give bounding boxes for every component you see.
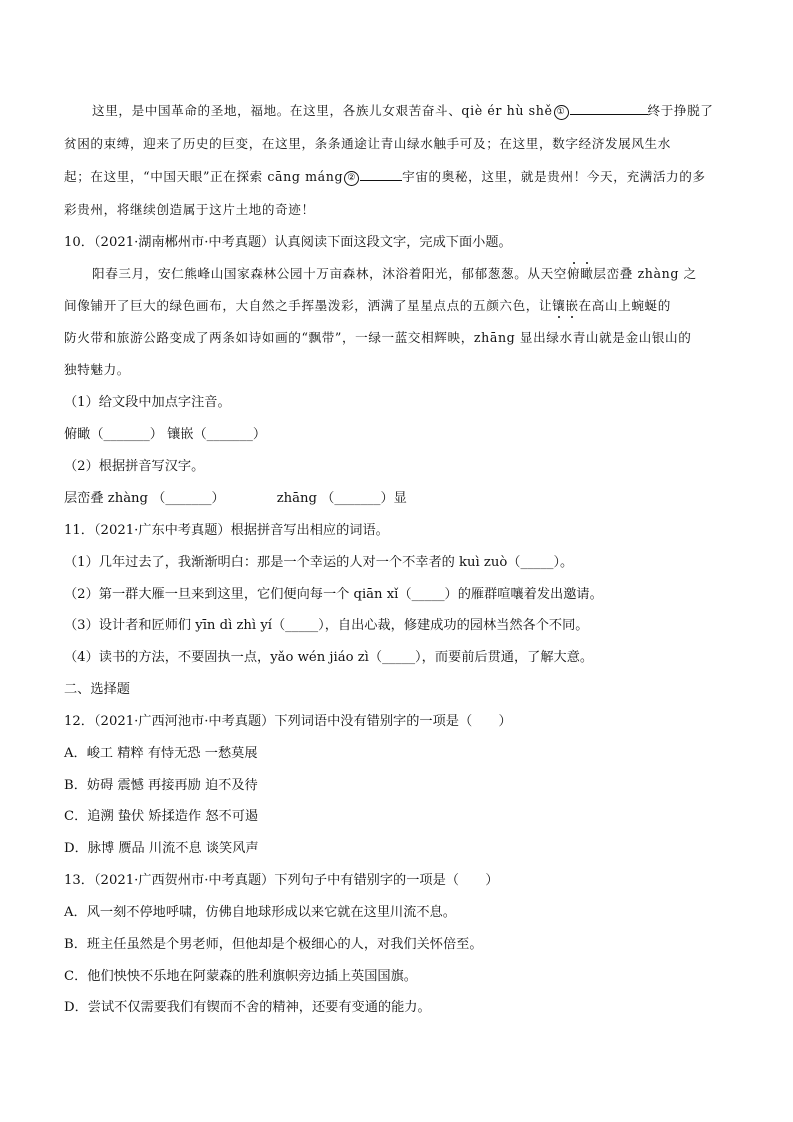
question-11-heading: 11．（2021·广东中考真题）根据拼音写出相应的词语。 [64, 523, 389, 538]
question-item[interactable]: （4）读书的方法，不要固执一点，yǎo wén jiáo zì（_____），而要前后贯通，了解大意。 [64, 650, 594, 665]
option-b[interactable]: B．妨碍 震憾 再接再励 迫不及待 [64, 778, 258, 793]
option-c[interactable]: C．追溯 蛰伏 矫揉造作 怒不可遏 [64, 809, 259, 824]
passage-line [64, 297, 671, 315]
answer-line[interactable] [64, 490, 407, 508]
passage-text: 间像铺开了巨大的绿色画布，大自然之手挥墨泼彩，洒满了星星点点的五颜六色，让 [64, 298, 553, 313]
answer-text: zhāng （_______）显 [276, 491, 407, 506]
passage-line [64, 329, 691, 347]
passage-text: 阳春三月，安仁熊峰山国家森林公园十万亩森林，沐浴着阳光，郁郁葱葱。从天空 [92, 266, 567, 281]
passage-line [64, 361, 130, 379]
passage-text: 起；在这里，“中国天眼”正在探索 cāng máng [64, 169, 344, 184]
option-d[interactable]: D．脉博 赝品 川流不息 谈笑风声 [64, 841, 259, 856]
passage-line [64, 135, 671, 153]
question-10-heading: 10．（2021·湖南郴州市·中考真题）认真阅读下面这段文字，完成下面小题。 [64, 235, 512, 250]
passage-line [92, 265, 697, 283]
option-a[interactable]: A．风一刻不停地呼啸，仿佛自地球形成以来它就在这里川流不息。 [64, 905, 456, 920]
passage-text: 贫困的束缚，迎来了历史的巨变，在这里，条条通途让青山绿水触手可及；在这里，数字经济发展风生水 [64, 136, 671, 151]
question-12-heading: 12．（2021·广西河池市·中考真题）下列词语中没有错别字的一项是（ ） [64, 714, 512, 729]
answer-blank[interactable] [360, 168, 402, 181]
sub-question: （2）根据拼音写汉字。 [64, 459, 205, 474]
question-13-heading: 13．（2021·广西贺州市·中考真题）下列句子中有错别字的一项是（ ） [64, 873, 499, 888]
passage-text: 在高山上蜿蜒的 [578, 298, 671, 313]
option-a[interactable]: A．峻工 精粹 有恃无恐 一愁莫展 [64, 746, 258, 761]
blank-number: ② [344, 171, 359, 186]
question-item[interactable]: （2）第一群大雁一旦来到这里，它们便向每一个 qiān xǐ（_____）的雁群喧嚷着发出邀请。 [64, 587, 603, 602]
option-d[interactable]: D．尝试不仅需要我们有锲而不舍的精神，还要有变通的能力。 [64, 1000, 431, 1015]
passage-line [64, 168, 706, 186]
option-b[interactable]: B．班主任虽然是个男老师，但他却是个极细心的人，对我们关怀倍至。 [64, 937, 483, 952]
sub-question: （1）给文段中加点字注音。 [64, 395, 231, 410]
passage-text: 这里，是中国革命的圣地，福地。在这里，各族儿女艰苦奋斗、qiè ér hù shě [92, 103, 553, 118]
answer-line[interactable]: 俯瞰（_______） 镶嵌（_______） [64, 427, 267, 442]
dotted-char: 俯 [566, 266, 581, 281]
dotted-char: 嵌 [565, 298, 579, 313]
blank-number: ① [554, 105, 569, 120]
passage-text: 宇宙的奥秘，这里，就是贵州！今天，充满活力的多 [402, 169, 706, 184]
answer-blank[interactable] [570, 102, 648, 115]
section-heading: 二、选择题 [64, 682, 130, 697]
dotted-char: 瞰 [580, 266, 594, 281]
question-item[interactable]: （3）设计者和匠师们 yīn dì zhì yí（_____），自出心裁，修建成功的园林当然各个不同。 [64, 618, 589, 633]
passage-line [64, 201, 315, 219]
passage-text: 彩贵州，将继续创造属于这片土地的奇迹！ [64, 202, 315, 217]
passage-text: 独特魅力。 [64, 362, 130, 377]
answer-text: 层峦叠 zhàng （_______） [64, 491, 225, 506]
passage-text: 防火带和旅游公路变成了两条如诗如画的“飘带”，一绿一蓝交相辉映，zhāng 显出绿水青山就是金山银山的 [64, 330, 692, 345]
passage-line [92, 102, 713, 120]
dotted-char: 镶 [552, 298, 566, 313]
passage-text: 层峦叠 zhàng 之 [593, 266, 697, 281]
question-item[interactable]: （1）几年过去了，我渐渐明白：那是一个幸运的人对一个不幸者的 kuì zuò（_____）。 [64, 555, 574, 570]
option-c[interactable]: C．他们怏怏不乐地在阿蒙森的胜利旗帜旁边插上英国国旗。 [64, 969, 417, 984]
passage-text: 终于挣脱了 [647, 103, 714, 118]
